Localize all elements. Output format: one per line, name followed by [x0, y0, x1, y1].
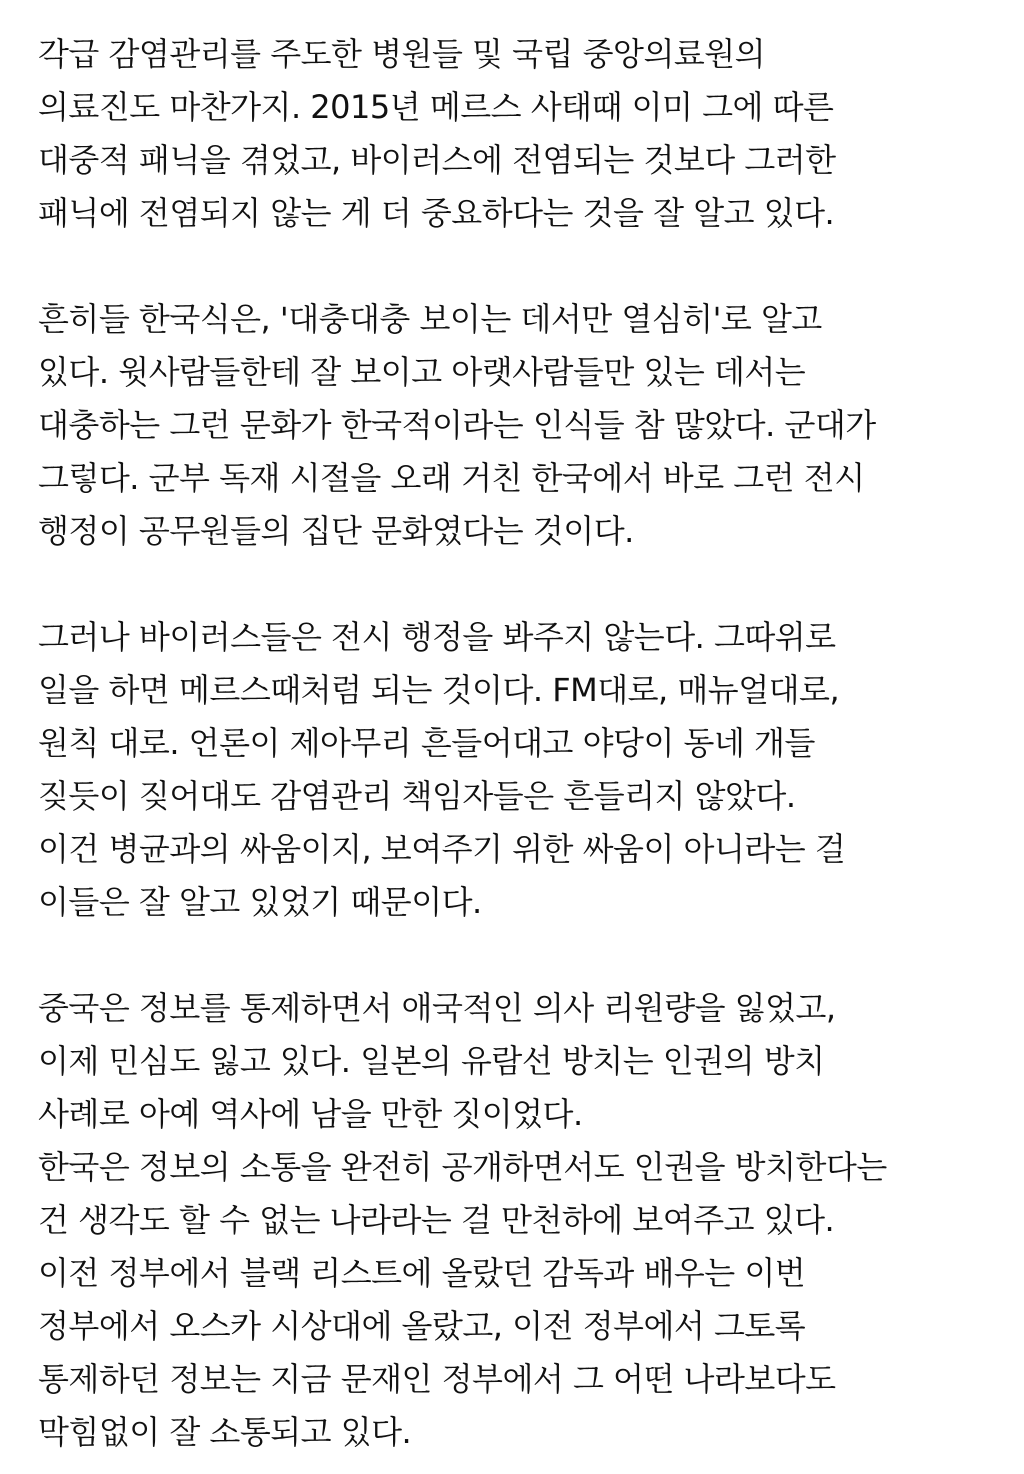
text-line: 패닉에 전염되지 않는 게 더 중요하다는 것을 잘 알고 있다. — [38, 194, 835, 232]
text-line: 있다. 윗사람들한테 잘 보이고 아랫사람들만 있는 데서는 — [38, 353, 806, 391]
text-line: 행정이 공무원들의 집단 문화였다는 것이다. — [38, 512, 634, 550]
text-line: 그러나 바이러스들은 전시 행정을 봐주지 않는다. 그따위로 — [38, 618, 836, 656]
text-line: 중국은 정보를 통제하면서 애국적인 의사 리원량을 잃었고, — [38, 989, 836, 1027]
text-line: 각급 감염관리를 주도한 병원들 및 국립 중앙의료원의 — [38, 35, 766, 73]
text-line: 이건 병균과의 싸움이지, 보여주기 위한 싸움이 아니라는 걸 — [38, 830, 846, 868]
text-line: 사례로 아예 역사에 남을 만한 짓이었다. — [38, 1095, 583, 1133]
text-line: 이들은 잘 알고 있었기 때문이다. — [38, 883, 482, 921]
text-line: 이제 민심도 잃고 있다. 일본의 유람선 방치는 인권의 방치 — [38, 1042, 825, 1080]
text-line: 이전 정부에서 블랙 리스트에 올랐던 감독과 배우는 이번 — [38, 1254, 806, 1292]
text-line: 막힘없이 잘 소통되고 있다. — [38, 1413, 412, 1451]
paragraph-3 — [38, 611, 1004, 929]
text-line: 그렇다. 군부 독재 시절을 오래 거친 한국에서 바로 그런 전시 — [38, 459, 865, 497]
text-line: 원칙 대로. 언론이 제아무리 흔들어대고 야당이 동네 개들 — [38, 724, 815, 762]
paragraph-spacer — [38, 240, 1004, 293]
text-line: 정부에서 오스카 시상대에 올랐고, 이전 정부에서 그토록 — [38, 1307, 806, 1345]
text-line: 의료진도 마찬가지. 2015년 메르스 사태때 이미 그에 따른 — [38, 88, 834, 126]
paragraph-1 — [38, 28, 1004, 240]
paragraph-4 — [38, 982, 1004, 1459]
text-line: 건 생각도 할 수 없는 나라라는 걸 만천하에 보여주고 있다. — [38, 1201, 835, 1239]
paragraph-spacer — [38, 558, 1004, 611]
paragraph-2 — [38, 293, 1004, 558]
text-line: 흔히들 한국식은, '대충대충 보이는 데서만 열심히'로 알고 — [38, 300, 822, 338]
text-line: 대중적 패닉을 겪었고, 바이러스에 전염되는 것보다 그러한 — [38, 141, 836, 179]
text-line: 통제하던 정보는 지금 문재인 정부에서 그 어떤 나라보다도 — [38, 1360, 836, 1398]
text-line: 짖듯이 짖어대도 감염관리 책임자들은 흔들리지 않았다. — [38, 777, 796, 815]
paragraph-spacer — [38, 929, 1004, 982]
text-line: 대충하는 그런 문화가 한국적이라는 인식들 참 많았다. 군대가 — [38, 406, 876, 444]
text-line: 한국은 정보의 소통을 완전히 공개하면서도 인권을 방치한다는 — [38, 1148, 887, 1186]
text-line: 일을 하면 메르스때처럼 되는 것이다. FM대로, 매뉴얼대로, — [38, 671, 840, 709]
